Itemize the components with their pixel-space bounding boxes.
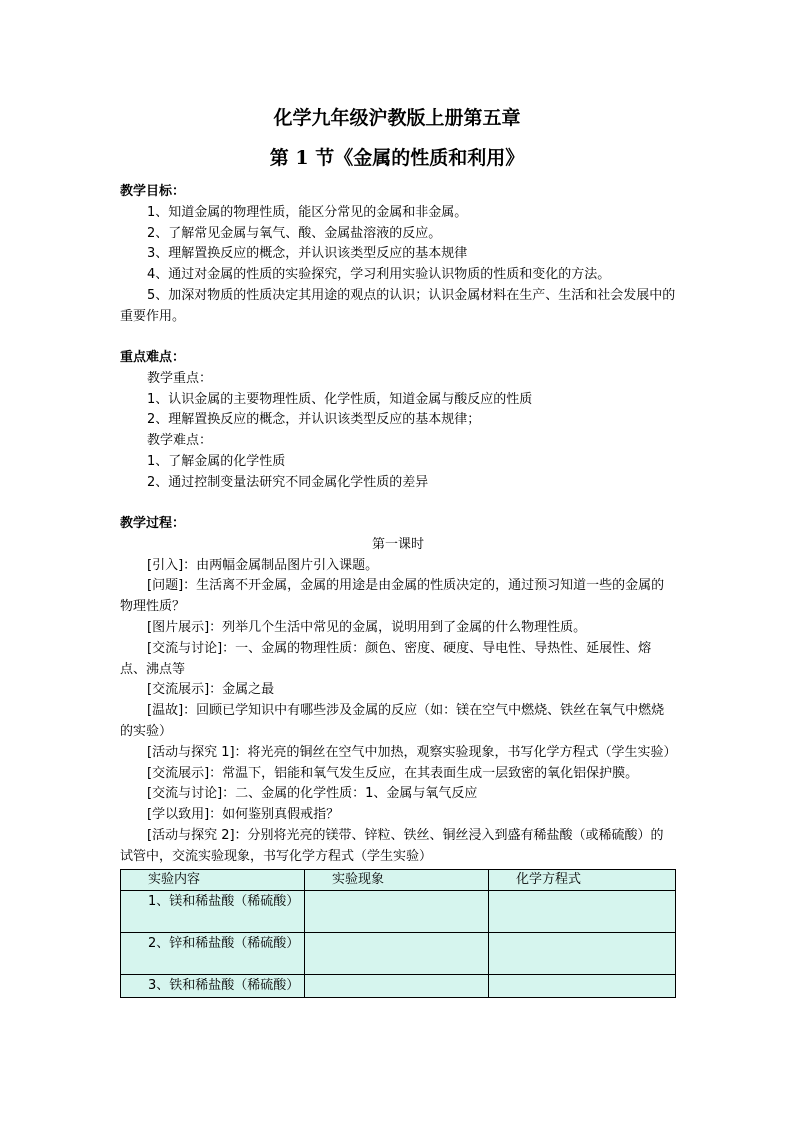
key-points-heading: 重点难点： <box>120 350 186 365</box>
objective-item: 3、理解置换反应的概念，并认识该类型反应的基本规律 <box>147 246 468 262</box>
process-paragraph: [交流与讨论]：二、金属的化学性质：1、金属与氧气反应 <box>147 786 478 802</box>
difficulty-label: 教学难点： <box>147 433 213 449</box>
table-cell: 3、铁和稀盐酸（稀硫酸） <box>121 975 305 998</box>
table-row <box>121 891 676 933</box>
process-heading: 教学过程： <box>120 516 186 531</box>
table-cell[interactable] <box>305 975 489 998</box>
objective-item: 1、知道金属的物理性质，能区分常见的金属和非金属。 <box>147 204 468 220</box>
table-cell[interactable] <box>489 891 676 933</box>
objective-item: 4、通过对金属的性质的实验探究，学习利用实验认识物质的性质和变化的方法。 <box>147 267 611 283</box>
table-header: 化学方程式 <box>489 869 676 891</box>
process-paragraph: [引入]：由两幅金属制品图片引入课题。 <box>147 557 379 573</box>
process-paragraph: [交流展示]：常温下，铝能和氧气发生反应，在其表面生成一层致密的氧化铝保护膜。 <box>147 765 639 781</box>
process-paragraph: [交流展示]：金属之最 <box>147 682 275 698</box>
focus-label: 教学重点： <box>147 370 213 386</box>
objective-item: 5、加深对物质的性质决定其用途的观点的认识；认识金属材料在生产、生活和社会发展中的重要作用。 <box>120 287 676 324</box>
table-row <box>121 933 676 975</box>
table-header-row <box>121 869 676 891</box>
table-cell[interactable] <box>489 975 676 998</box>
table-header: 实验现象 <box>305 869 489 891</box>
process-paragraph: [问题]：生活离不开金属，金属的用途是由金属的性质决定的，通过预习知道一些的金属的物理性质？ <box>120 578 665 615</box>
difficulty-item: 1、了解金属的化学性质 <box>147 453 286 469</box>
objectives-heading: 教学目标： <box>120 184 186 199</box>
focus-item: 2、理解置换反应的概念，并认识该类型反应的基本规律； <box>147 412 481 428</box>
table-header: 实验内容 <box>121 869 305 891</box>
objective-item: 2、了解常见金属与氧气、酸、金属盐溶液的反应。 <box>147 225 442 241</box>
process-paragraph: [图片展示]：列举几个生活中常见的金属，说明用到了金属的什么物理性质。 <box>147 619 587 635</box>
process-paragraph: [活动与探究 2]：分别将光亮的镁带、锌粒、铁丝、铜丝浸入到盛有稀盐酸（或稀硫酸）的试管中，交流实验现象，书写化学方程式（学生实验） <box>120 827 664 864</box>
table-cell: 2、锌和稀盐酸（稀硫酸） <box>121 933 305 975</box>
experiment-table <box>120 869 676 999</box>
focus-item: 1、认识金属的主要物理性质、化学性质，知道金属与酸反应的性质 <box>147 391 533 407</box>
section-title: 第 1 节《金属的性质和利用》 <box>269 147 525 169</box>
key-points-section <box>120 348 676 494</box>
process-section <box>120 514 676 998</box>
table-cell[interactable] <box>489 933 676 975</box>
difficulty-item: 2、通过控制变量法研究不同金属化学性质的差异 <box>147 474 429 490</box>
table-cell: 1、镁和稀盐酸（稀硫酸） <box>121 891 305 933</box>
objectives-section <box>120 182 676 328</box>
process-paragraph: [学以致用]：如何鉴别真假戒指？ <box>147 807 340 823</box>
table-row <box>121 975 676 998</box>
lesson-label: 第一课时 <box>371 536 424 552</box>
document-title: 化学九年级沪教版上册第五章 <box>273 107 521 129</box>
table-cell[interactable] <box>305 933 489 975</box>
table-cell[interactable] <box>305 891 489 933</box>
process-paragraph: [温故]：回顾已学知识中有哪些涉及金属的反应（如：镁在空气中燃烧、铁丝在氧气中燃烧的实验） <box>120 703 665 739</box>
process-paragraph: [交流与讨论]：一、金属的物理性质：颜色、密度、硬度、导电性、导热性、延展性、熔点、沸点等 <box>120 640 652 677</box>
process-paragraph: [活动与探究 1]：将光亮的铜丝在空气中加热，观察实验现象，书写化学方程式（学生实验） <box>147 744 677 760</box>
